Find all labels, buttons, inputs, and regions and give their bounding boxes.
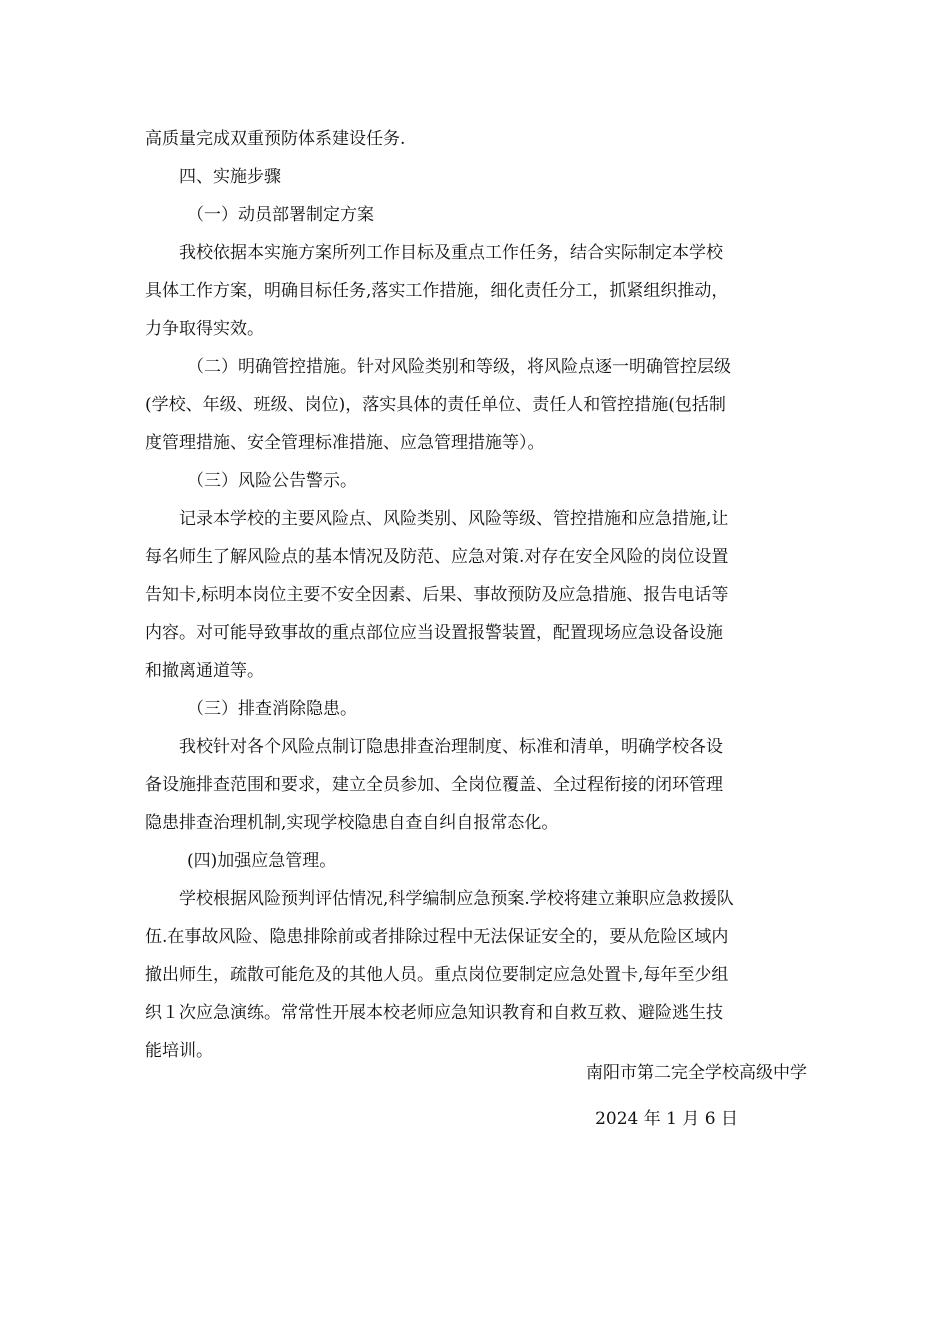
paragraph-line: 隐患排查治理机制,实现学校隐患自查自纠自报常态化。 [145, 813, 559, 833]
paragraph-line: 内容。对可能导致事故的重点部位应当设置报警装置，配置现场应急设备设施 [145, 623, 723, 643]
signature-organization: 南阳市第二完全学校高级中学 [586, 1063, 807, 1083]
subsection-heading: （一）动员部署制定方案 [187, 205, 374, 225]
document-body [145, 120, 807, 1070]
paragraph-line: 高质量完成双重预防体系建设任务. [145, 129, 406, 149]
paragraph-line: 记录本学校的主要风险点、风险类别、风险等级、管控措施和应急措施,让 [179, 509, 729, 529]
subsection-heading: （三）风险公告警示。 [187, 471, 357, 491]
signature-date: 2024 年 1 月 6 日 [595, 1109, 738, 1129]
paragraph-line: 伍.在事故风险、隐患排除前或者排除过程中无法保证安全的，要从危险区域内 [145, 927, 729, 947]
paragraph-line: 能培训。 [145, 1041, 213, 1061]
paragraph-line: 我校针对各个风险点制订隐患排查治理制度、标准和清单，明确学校各设 [179, 737, 723, 757]
paragraph-line: 每名师生了解风险点的基本情况及防范、应急对策.对存在安全风险的岗位设置 [145, 547, 729, 567]
paragraph-line: 具体工作方案，明确目标任务,落实工作措施，细化责任分工，抓紧组织推动， [145, 281, 729, 301]
paragraph-line: 备设施排查范围和要求，建立全员参加、全岗位覆盖、全过程衔接的闭环管理 [145, 775, 723, 795]
paragraph-line: (学校、年级、班级、岗位)，落实具体的责任单位、责任人和管控措施(包括制 [145, 395, 726, 415]
section-heading: 四、实施步骤 [179, 167, 281, 187]
paragraph-line: 和撤离通道等。 [145, 661, 264, 681]
subsection-heading: （二）明确管控措施。针对风险类别和等级，将风险点逐一明确管控层级 [187, 357, 731, 377]
paragraph-line: 告知卡,标明本岗位主要不安全因素、后果、事故预防及应急措施、报告电话等 [145, 585, 729, 605]
paragraph-line: 我校依据本实施方案所列工作目标及重点工作任务，结合实际制定本学校 [179, 243, 723, 263]
paragraph-line: 力争取得实效。 [145, 319, 264, 339]
subsection-heading: (四)加强应急管理。 [187, 851, 337, 871]
paragraph-line: 学校根据风险预判评估情况,科学编制应急预案.学校将建立兼职应急救援队 [179, 889, 734, 909]
paragraph-line: 度管理措施、安全管理标准措施、应急管理措施等）。 [145, 433, 545, 453]
subsection-heading: （三）排查消除隐患。 [187, 699, 357, 719]
paragraph-line: 织１次应急演练。常常性开展本校老师应急知识教育和自救互救、避险逃生技 [145, 1003, 723, 1023]
paragraph-line: 撤出师生，疏散可能危及的其他人员。重点岗位要制定应急处置卡,每年至少组 [145, 965, 729, 985]
